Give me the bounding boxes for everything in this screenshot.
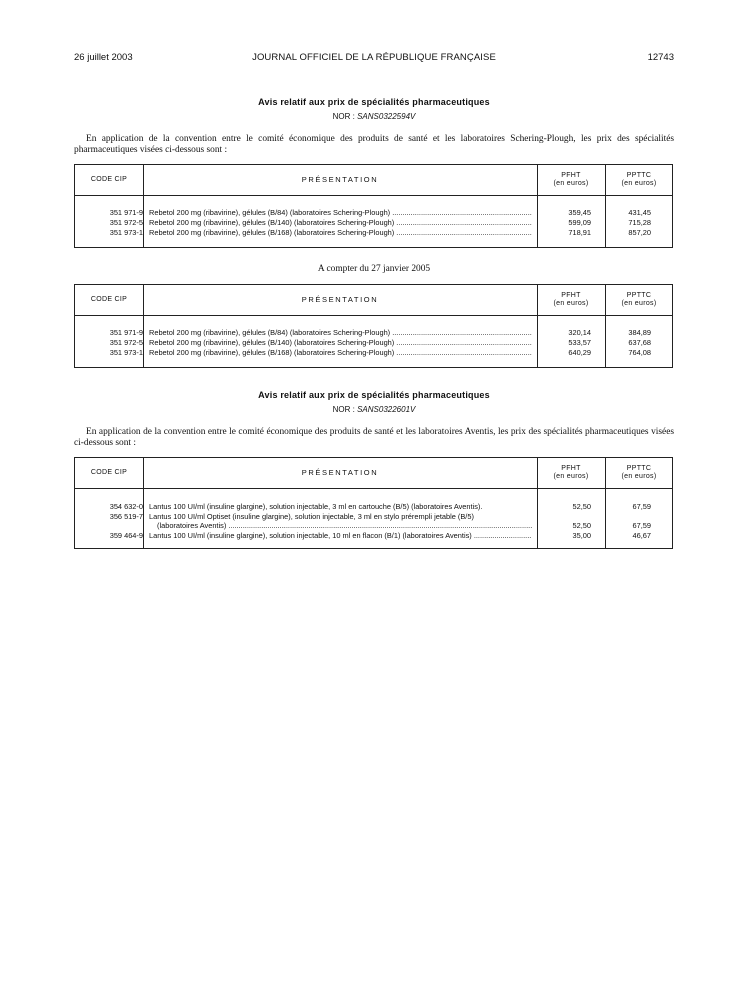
- cell-pfttc: 46,67: [632, 531, 651, 540]
- page-header: [74, 52, 674, 66]
- pfht-label: PFHT: [561, 172, 581, 179]
- avis1-nor: [74, 112, 674, 121]
- column-header-code-cip: CODE CIP: [90, 176, 128, 183]
- cell-presentation: Rebetol 200 mg (ribavirine), gélules (B/168) (laboratoires Schering-Plough) .....: [149, 228, 532, 238]
- header-date: 26 juillet 2003: [74, 52, 133, 63]
- cell-pfht: 52,50: [572, 502, 591, 511]
- cell-presentation: Lantus 100 UI/ml (insuline glargine), solution injectable, 3 ml en cartouche (B/5) (laboratoires Aventis).: [149, 502, 483, 511]
- pfht-label: PFHT: [561, 465, 581, 472]
- cell-pfttc: 431,45: [628, 208, 651, 217]
- cell-code-cip: 351 971-9: [109, 208, 143, 217]
- avis2-title: Avis relatif aux prix de spécialités pharmaceutiques: [258, 390, 490, 400]
- pfttc-unit: (en euros): [621, 473, 657, 480]
- column-header-pfht: [537, 458, 605, 488]
- cell-pfttc: 637,68: [628, 338, 651, 347]
- column-header-code-cip: CODE CIP: [90, 469, 128, 476]
- price-table-3: [74, 457, 673, 549]
- column-header-code-cip: CODE CIP: [90, 296, 128, 303]
- avis1-nor-code: SANS0322594V: [357, 112, 416, 121]
- pfttc-unit: (en euros): [621, 180, 657, 187]
- cell-pfht: 599,09: [568, 218, 591, 227]
- cell-code-cip: 351 971-9: [109, 328, 143, 337]
- column-header-presentation: PRÉSENTATION: [301, 175, 379, 184]
- cell-pfttc: 67,59: [632, 521, 651, 530]
- cell-pfht: 640,29: [568, 348, 591, 357]
- column-header-pfttc: [605, 285, 673, 315]
- cell-presentation: Rebetol 200 mg (ribavirine), gélules (B/140) (laboratoires Schering-Plough) .....: [149, 338, 532, 348]
- cell-code-cip: 356 519-7: [109, 512, 143, 521]
- avis1-title: Avis relatif aux prix de spécialités pharmaceutiques: [258, 97, 490, 107]
- cell-code-cip: 351 973-1: [109, 228, 143, 237]
- cell-code-cip: 351 972-5: [109, 338, 143, 347]
- effective-date-line: A compter du 27 janvier 2005: [317, 264, 431, 274]
- pfttc-unit: (en euros): [621, 300, 657, 307]
- pfttc-label: PPTTC: [626, 172, 652, 179]
- cell-pfht: 359,45: [568, 208, 591, 217]
- cell-presentation: (laboratoires Aventis) .....: [157, 521, 532, 531]
- pfht-unit: (en euros): [553, 473, 589, 480]
- table-row: [75, 531, 672, 541]
- table-row: [75, 218, 672, 228]
- table-row: [75, 208, 672, 218]
- price-table-1: [74, 164, 673, 248]
- cell-pfht: 52,50: [572, 521, 591, 530]
- avis1-nor-label: NOR :: [332, 112, 355, 121]
- table-row: [75, 348, 672, 358]
- cell-presentation: Rebetol 200 mg (ribavirine), gélules (B/84) (laboratoires Schering-Plough) .....: [149, 208, 532, 218]
- cell-pfht: 718,91: [568, 228, 591, 237]
- cell-pfht: 35,00: [572, 531, 591, 540]
- avis2-nor-label: NOR :: [332, 405, 355, 414]
- cell-pfht: 533,57: [568, 338, 591, 347]
- cell-pfttc: 384,89: [628, 328, 651, 337]
- table-row: [75, 338, 672, 348]
- pfht-unit: (en euros): [553, 300, 589, 307]
- cell-pfht: 320,14: [568, 328, 591, 337]
- column-header-presentation: PRÉSENTATION: [301, 468, 379, 477]
- cell-presentation: Rebetol 200 mg (ribavirine), gélules (B/140) (laboratoires Schering-Plough) .....: [149, 218, 532, 228]
- column-header-pfht: [537, 285, 605, 315]
- column-header-pfht: [537, 165, 605, 195]
- cell-presentation: Lantus 100 UI/ml Optiset (insuline glargine), solution injectable, 3 ml en stylo prérempli jetable (B/5): [149, 512, 474, 521]
- pfht-unit: (en euros): [553, 180, 589, 187]
- cell-presentation: Lantus 100 UI/ml (insuline glargine), solution injectable, 10 ml en flacon (B/1) (laboratoires Aventis) .....: [149, 531, 532, 541]
- table-row: [75, 328, 672, 338]
- cell-pfttc: 715,28: [628, 218, 651, 227]
- pfht-label: PFHT: [561, 292, 581, 299]
- pfttc-label: PPTTC: [626, 292, 652, 299]
- avis2-nor-code: SANS0322601V: [357, 405, 416, 414]
- header-page-number: 12743: [647, 52, 674, 63]
- table-row: [75, 502, 672, 512]
- table-row: [75, 521, 672, 531]
- cell-presentation: Rebetol 200 mg (ribavirine), gélules (B/168) (laboratoires Schering-Plough) .....: [149, 348, 532, 358]
- column-header-pfttc: [605, 165, 673, 195]
- cell-code-cip: 351 972-5: [109, 218, 143, 227]
- cell-code-cip: 354 632-0: [109, 502, 143, 511]
- cell-pfttc: 857,20: [628, 228, 651, 237]
- pfttc-label: PPTTC: [626, 465, 652, 472]
- avis2-nor: [74, 405, 674, 414]
- cell-presentation: Rebetol 200 mg (ribavirine), gélules (B/84) (laboratoires Schering-Plough) .....: [149, 328, 532, 338]
- price-table-2: [74, 284, 673, 368]
- header-journal-title: JOURNAL OFFICIEL DE LA RÉPUBLIQUE FRANÇAISE: [252, 52, 496, 63]
- column-header-presentation: PRÉSENTATION: [301, 295, 379, 304]
- column-header-pfttc: [605, 458, 673, 488]
- avis2-intro: En application de la convention entre le comité économique des produits de santé et les laboratoires Aventis, les prix des spécialités pharmaceutiques visées ci-dessous sont :: [74, 427, 674, 448]
- cell-code-cip: 359 464-9: [109, 531, 143, 540]
- avis1-intro: En application de la convention entre le comité économique des produits de santé et les laboratoires Schering-Plough, les prix des spécialités pharmaceutiques visées ci-dessous sont :: [74, 134, 674, 155]
- cell-pfttc: 67,59: [632, 502, 651, 511]
- cell-code-cip: 351 973-1: [109, 348, 143, 357]
- cell-pfttc: 764,08: [628, 348, 651, 357]
- table-row: [75, 228, 672, 238]
